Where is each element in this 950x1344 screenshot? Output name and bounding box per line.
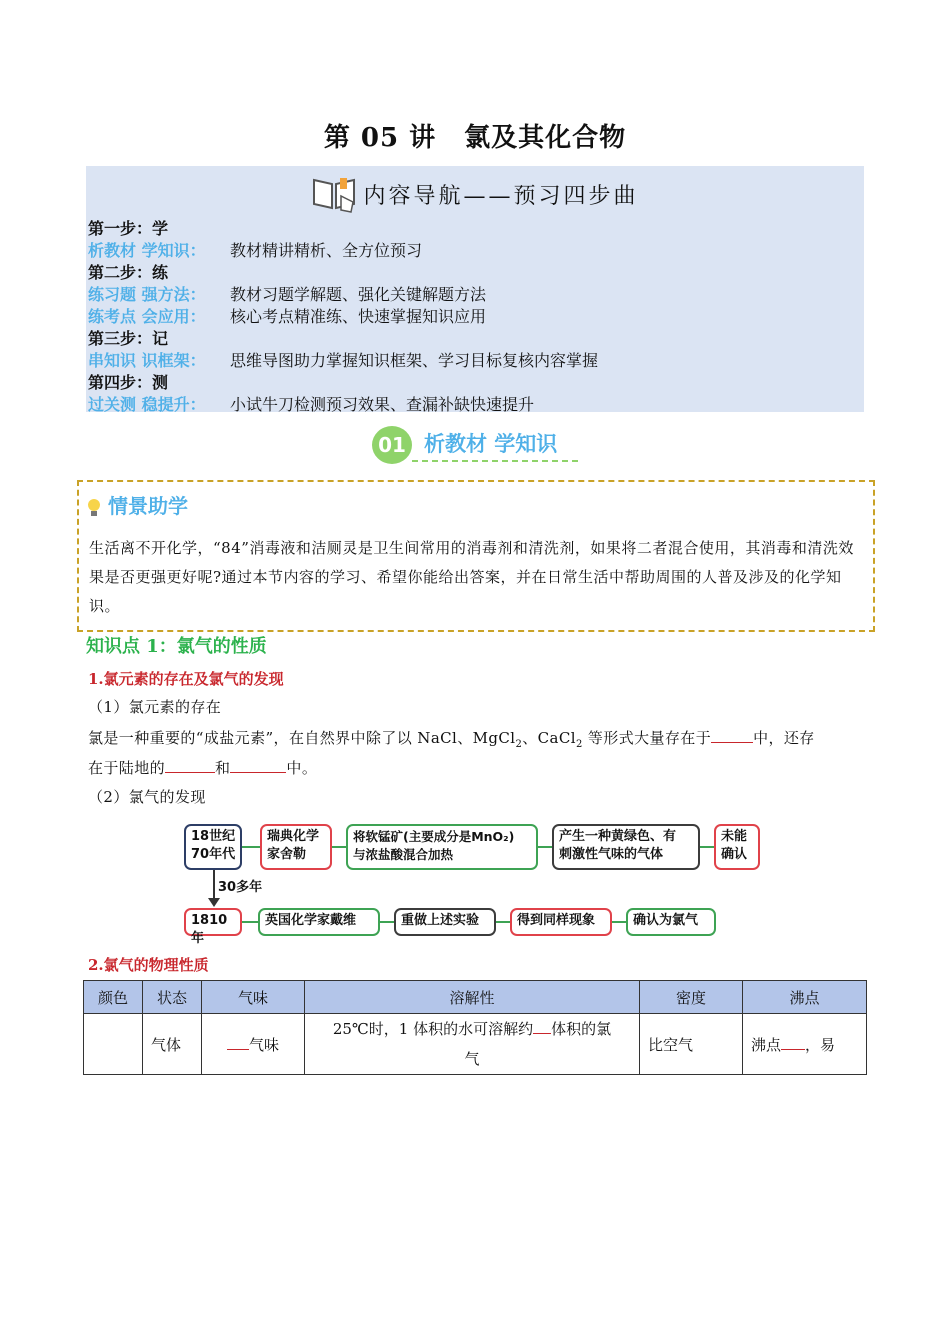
nav-item-desc: 教材习题学解题、强化关键解题方法 — [230, 285, 487, 304]
arrow-down-icon — [208, 898, 220, 907]
diagram-connector — [380, 921, 394, 923]
lightbulb-icon — [87, 498, 101, 518]
diagram-connector — [612, 921, 626, 923]
nav-item-label: 串知识 识框架： — [88, 351, 206, 370]
diagram-box-unconfirmed — [714, 824, 760, 870]
cell-text: ，易 — [805, 1036, 836, 1054]
text-span: 中。 — [286, 759, 318, 777]
paragraph-existence-heading: （1）氯元素的存在 — [88, 698, 222, 716]
nav-step: 第二步：练 — [88, 263, 169, 282]
section-underline — [412, 460, 578, 462]
diagram-text: 产生一种黄绿色、有 刺激性气味的气体 — [559, 829, 677, 862]
discovery-diagram — [182, 820, 762, 946]
table-header: 溶解性 — [305, 981, 640, 1014]
section-label: 析教材 学知识 — [424, 431, 558, 456]
fill-blank[interactable] — [230, 756, 286, 773]
physical-properties-table — [83, 980, 867, 1075]
diagram-connector — [496, 921, 510, 923]
cell-text: 气味 — [248, 1036, 279, 1054]
cell-solubility — [305, 1014, 640, 1075]
nav-item-label: 过关测 稳提升： — [88, 395, 206, 414]
text-span: 、CaCl — [522, 729, 576, 747]
fill-blank[interactable] — [533, 1017, 551, 1034]
text-span: 在于陆地的 — [88, 759, 166, 777]
table-header: 状态 — [143, 981, 202, 1014]
diagram-text: 得到同样现象 — [517, 913, 596, 928]
table-header: 气味 — [202, 981, 305, 1014]
nav-item-label: 析教材 学知识： — [88, 241, 206, 260]
nav-item — [88, 350, 598, 372]
book-hand-icon — [311, 174, 357, 220]
diagram-text: 18世纪 70年代 — [191, 829, 236, 862]
cell-text: 25℃时，1 体积的水可溶解约 — [332, 1020, 534, 1038]
section-number: 01 — [372, 426, 412, 464]
diagram-connector — [538, 846, 552, 848]
diagram-box-confirmed — [626, 908, 716, 936]
paragraph-existence-body-2 — [88, 753, 317, 783]
subscript: 2 — [575, 739, 583, 750]
diagram-text: 英国化学家戴维 — [265, 913, 357, 928]
nav-item — [88, 240, 598, 262]
scenario-text: 生活离不开化学，“84”消毒液和洁厕灵是卫生间常用的消毒剂和清洗剂，如果将二者混合使用，其消毒和清洗效果是否更强更好呢?通过本节内容的学习、希望你能给出答案，并在日常生活中帮助周围的人普及涉及的化学知识。 — [89, 539, 854, 615]
table-row — [84, 1014, 867, 1075]
diagram-connector — [332, 846, 346, 848]
diagram-text: 确认为氯气 — [633, 913, 699, 928]
diagram-text: 将软锰矿(主要成分是MnO₂) 与浓盐酸混合加热 — [353, 829, 515, 862]
cell-text: 体积的氯 — [551, 1020, 612, 1038]
scenario-box — [77, 480, 875, 632]
knowledge-point-title: 知识点 1：氯气的性质 — [86, 636, 267, 657]
diagram-box-experiment — [346, 824, 538, 870]
nav-step: 第一步：学 — [88, 219, 169, 238]
nav-heading: 内容导航——预习四步曲 — [363, 184, 639, 209]
nav-item-desc: 思维导图助力掌握知识框架、学习目标复核内容掌握 — [230, 351, 599, 370]
nav-item — [88, 284, 598, 306]
table-header-row — [84, 981, 867, 1014]
diagram-text: 1810年 — [191, 913, 228, 946]
diagram-box-year — [184, 908, 242, 946]
lecture-number: 第 05 讲 — [323, 123, 437, 153]
nav-item — [88, 306, 598, 328]
diagram-box-repeat — [394, 908, 496, 936]
diagram-connector — [242, 846, 260, 848]
fill-blank[interactable] — [227, 1033, 249, 1050]
subsection-title-existence: 1.氯元素的存在及氯气的发现 — [88, 670, 284, 688]
cell-boiling — [743, 1014, 867, 1075]
page-title — [0, 117, 950, 154]
fill-blank[interactable] — [165, 756, 215, 773]
text-span: 等形式大量存在于 — [582, 729, 712, 747]
nav-item-desc: 小试牛刀检测预习效果、查漏补缺快速提升 — [230, 395, 535, 414]
table-header: 沸点 — [743, 981, 867, 1014]
subscript: 2 — [515, 739, 523, 750]
cell-smell — [202, 1014, 305, 1075]
nav-lines — [88, 218, 598, 416]
diagram-gap-label: 30多年 — [218, 880, 263, 895]
diagram-box-result — [552, 824, 700, 870]
diagram-text: 重做上述实验 — [401, 913, 480, 928]
cell-text: 比空气 — [648, 1035, 694, 1054]
cell-text: 气 — [464, 1050, 480, 1068]
cell-density — [640, 1014, 743, 1075]
diagram-box-time — [184, 824, 242, 870]
diagram-box-same — [510, 908, 612, 936]
section-badge — [372, 424, 582, 468]
diagram-box-scientist — [260, 824, 332, 870]
text-span: 中，还存 — [753, 729, 815, 747]
fill-blank[interactable] — [711, 726, 753, 743]
paragraph-discovery-heading: （2）氯气的发现 — [88, 788, 206, 806]
diagram-text: 瑞典化学 家舍勒 — [267, 829, 320, 862]
fill-blank[interactable] — [781, 1033, 805, 1050]
table-header: 颜色 — [84, 981, 143, 1014]
nav-item-label: 练考点 会应用： — [88, 307, 206, 326]
scenario-logo-text: 情景助学 — [107, 494, 188, 518]
nav-item-label: 练习题 强方法： — [88, 285, 206, 304]
nav-item-desc: 核心考点精准练、快速掌握知识应用 — [230, 307, 487, 326]
nav-item — [88, 394, 598, 416]
table-header: 密度 — [640, 981, 743, 1014]
text-span: 氯是一种重要的“成盐元素”，在自然界中除了以 NaCl、MgCl — [88, 729, 516, 747]
cell-text: 沸点 — [751, 1036, 782, 1054]
cell-state — [143, 1014, 202, 1075]
nav-step: 第四步：测 — [88, 373, 169, 392]
diagram-text: 未能 确认 — [721, 829, 748, 862]
scenario-logo — [87, 490, 188, 519]
diagram-connector — [242, 921, 258, 923]
subsection-title-physical: 2.氯气的物理性质 — [88, 956, 209, 974]
diagram-box-davy — [258, 908, 380, 936]
diagram-connector — [700, 846, 714, 848]
content-navigation — [86, 166, 864, 412]
nav-step: 第三步：记 — [88, 329, 169, 348]
cell-text: 气体 — [151, 1035, 182, 1054]
nav-item-desc: 教材精讲精析、全方位预习 — [230, 241, 423, 260]
nav-heading-row — [86, 174, 864, 220]
cell-color[interactable] — [84, 1014, 143, 1075]
lecture-topic: 氯及其化合物 — [464, 123, 627, 153]
text-span: 和 — [215, 759, 231, 777]
